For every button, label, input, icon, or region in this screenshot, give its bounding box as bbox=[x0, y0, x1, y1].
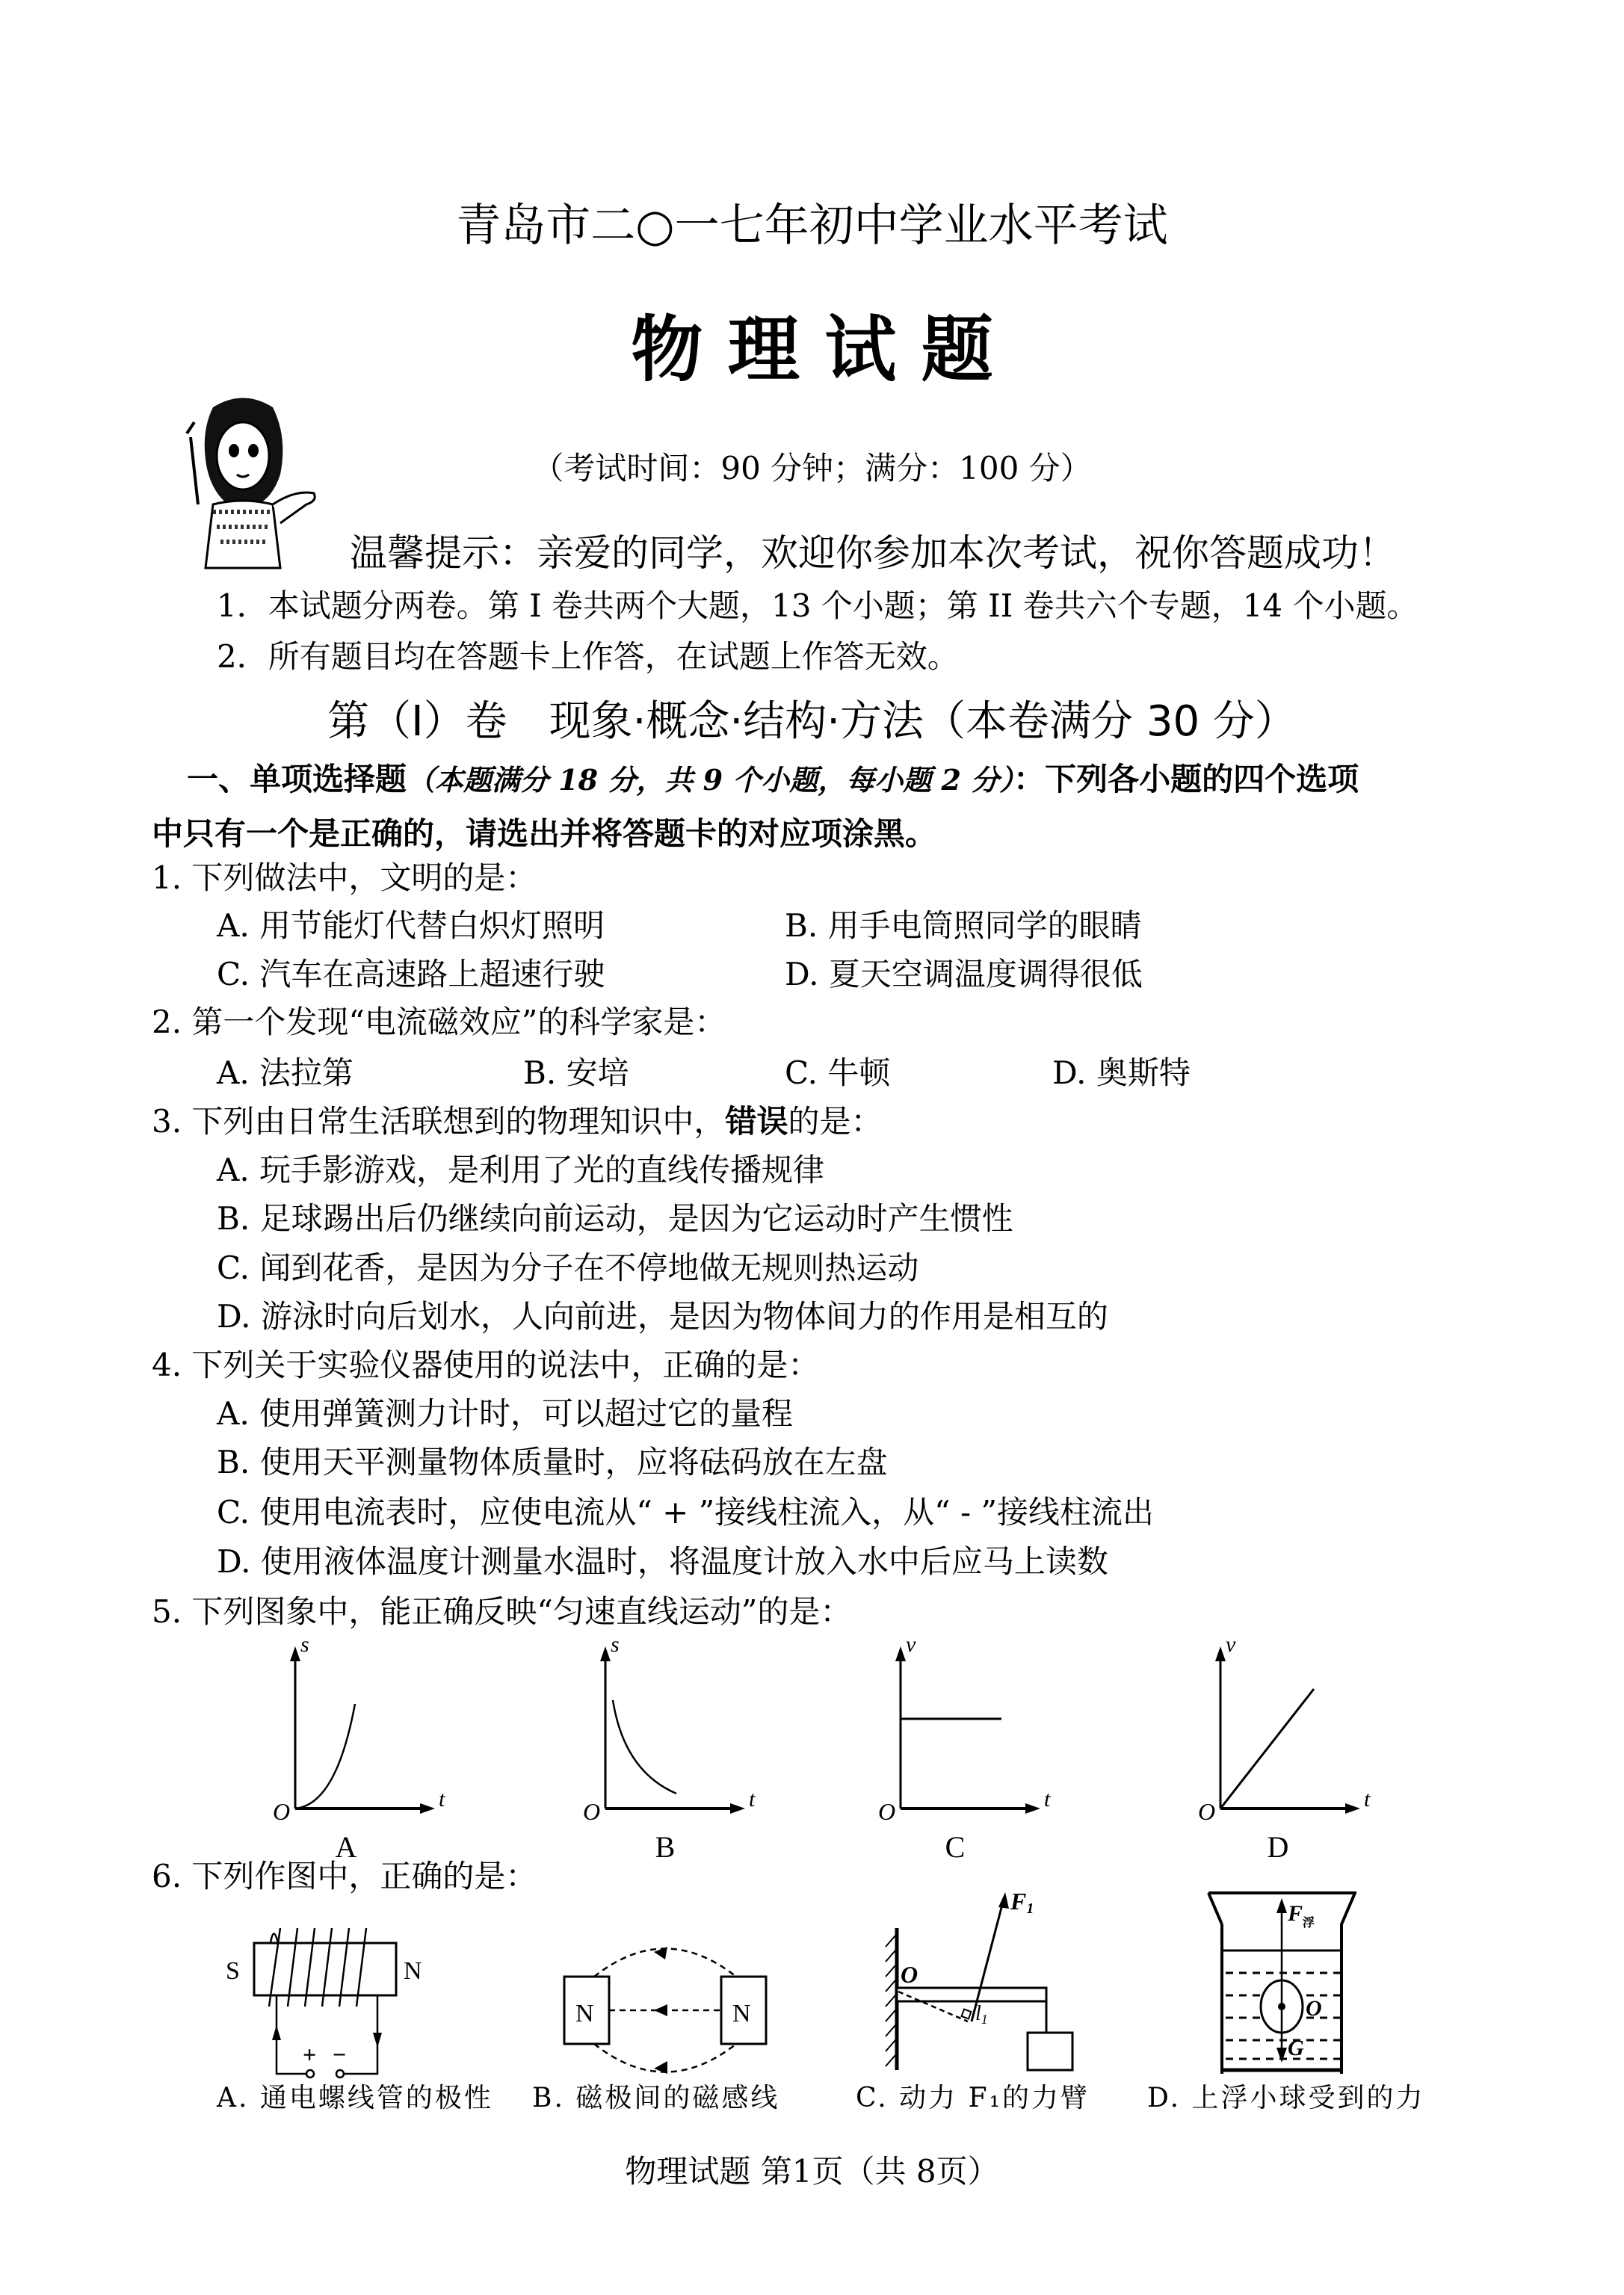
q1-option-d: D. 夏天空调温度调得很低 bbox=[785, 956, 1143, 992]
x-axis-label: t bbox=[1044, 1787, 1051, 1811]
q4-option-c: C. 使用电流表时，应使电流从“ + ”接线柱流入，从“ - ”接线柱流出 bbox=[217, 1494, 1155, 1530]
pole-n-label: N bbox=[404, 1957, 422, 1985]
part-instructions bbox=[187, 761, 1359, 797]
origin-label: O bbox=[273, 1798, 291, 1825]
q3-option-c: C. 闻到花香，是因为分子在不停地做无规则热运动 bbox=[217, 1250, 919, 1286]
magnet-right-label: N bbox=[732, 2000, 751, 2027]
graph-label: D bbox=[1267, 1830, 1289, 1864]
q3-option-b: B. 足球踢出后仍继续向前运动，是因为它运动时产生惯性 bbox=[217, 1200, 1013, 1237]
part-instr: ：下列各小题的四个选项 bbox=[1013, 761, 1359, 797]
q4-option-b: B. 使用天平测量物体质量时，应将砝码放在左盘 bbox=[217, 1444, 888, 1480]
part-scoring: （本题满分 18 分，共 9 个小题，每小题 2 分） bbox=[407, 763, 1014, 797]
y-axis-label: v bbox=[1226, 1633, 1236, 1657]
note-1: 1．本试题分两卷。第 I 卷共两个大题，13 个小题；第 II 卷共六个专题，14 个小题。 bbox=[217, 587, 1418, 624]
q6-caption-d: D. 上浮小球受到的力 bbox=[1147, 2083, 1425, 2113]
graph-label: B bbox=[655, 1830, 676, 1864]
exam-title: 青岛市二○一七年初中学业水平考试 bbox=[456, 200, 1168, 252]
diagram-floating-ball bbox=[1207, 1887, 1356, 2074]
q6-caption-c: C. 动力 F₁的力臂 bbox=[856, 2083, 1090, 2113]
q1-option-a: A. 用节能灯代替白炽灯照明 bbox=[217, 907, 605, 944]
question-5-stem: 5. 下列图象中，能正确反映“匀速直线运动”的是： bbox=[152, 1593, 852, 1630]
q3-stem-end: 的是： bbox=[788, 1103, 883, 1140]
page-footer: 物理试题 第1页（共 8页） bbox=[625, 2153, 999, 2190]
note-2: 2．所有题目均在答题卡上作答，在试题上作答无效。 bbox=[217, 638, 959, 675]
q1-option-b: B. 用手电筒照同学的眼睛 bbox=[785, 907, 1142, 944]
exam-info: （考试时间：90 分钟；满分：100 分） bbox=[532, 450, 1092, 487]
pivot-label: O bbox=[901, 1961, 918, 1988]
y-axis-label: s bbox=[300, 1633, 309, 1657]
q6-caption-b: B. 磁极间的磁感线 bbox=[532, 2083, 780, 2113]
x-axis-label: t bbox=[439, 1787, 445, 1811]
q3-stem-text: 3. 下列由日常生活联想到的物理知识中， bbox=[152, 1103, 726, 1140]
graph-label: A bbox=[335, 1830, 357, 1864]
q2-option-a: A. 法拉第 bbox=[217, 1054, 354, 1091]
q6-caption-a: A. 通电螺线管的极性 bbox=[217, 2083, 493, 2113]
graph-c bbox=[859, 1633, 1054, 1865]
question-2-stem: 2. 第一个发现“电流磁效应”的科学家是： bbox=[152, 1004, 726, 1040]
q2-option-d: D. 奥斯特 bbox=[1052, 1054, 1191, 1091]
warm-tip: 温馨提示：亲爱的同学，欢迎你参加本次考试，祝你答题成功！ bbox=[350, 531, 1396, 575]
q2-option-c: C. 牛顿 bbox=[785, 1054, 891, 1091]
minus-terminal-label: − bbox=[333, 2041, 347, 2068]
center-o-label: O bbox=[1306, 1996, 1322, 2021]
origin-label: O bbox=[1198, 1798, 1216, 1825]
part-heading: 一、单项选择题 bbox=[187, 761, 407, 797]
diagram-lever bbox=[867, 1883, 1114, 2078]
plus-terminal-label: + bbox=[303, 2041, 317, 2068]
force-f1-label: F1 bbox=[1010, 1888, 1034, 1917]
q2-option-b: B. 安培 bbox=[523, 1054, 629, 1091]
question-6-stem: 6. 下列作图中，正确的是： bbox=[152, 1858, 537, 1894]
q3-option-a: A. 玩手影游戏，是利用了光的直线传播规律 bbox=[217, 1152, 825, 1188]
q3-option-d: D. 游泳时向后划水，人向前进，是因为物体间力的作用是相互的 bbox=[217, 1298, 1108, 1335]
graph-label: C bbox=[945, 1830, 966, 1864]
diagram-magnets bbox=[561, 1943, 785, 2078]
graph-a bbox=[254, 1633, 448, 1865]
graph-d bbox=[1179, 1633, 1374, 1865]
question-3-stem bbox=[152, 1103, 883, 1140]
y-axis-label: v bbox=[906, 1633, 916, 1657]
graph-b bbox=[564, 1633, 759, 1865]
diagram-solenoid bbox=[224, 1921, 463, 2085]
q4-option-a: A. 使用弹簧测力计时，可以超过它的量程 bbox=[217, 1395, 794, 1432]
gravity-g-label: G bbox=[1288, 2036, 1304, 2060]
pole-s-label: S bbox=[226, 1957, 240, 1985]
question-4-stem: 4. 下列关于实验仪器使用的说法中，正确的是： bbox=[152, 1347, 820, 1383]
part-instr-line2: 中只有一个是正确的，请选出并将答题卡的对应项涂黑。 bbox=[152, 815, 937, 852]
q1-option-c: C. 汽车在高速路上超速行驶 bbox=[217, 956, 605, 992]
q4-option-d: D. 使用液体温度计测量水温时，将温度计放入水中后应马上读数 bbox=[217, 1543, 1108, 1580]
buoyant-force-label: $F_浮$ bbox=[1288, 1901, 1315, 1930]
subject-title: 物 理 试 题 bbox=[631, 308, 993, 392]
section-title: 第（I）卷 现象·概念·结构·方法（本卷满分 30 分） bbox=[327, 697, 1297, 746]
origin-label: O bbox=[583, 1798, 601, 1825]
x-axis-label: t bbox=[749, 1787, 756, 1811]
question-1-stem: 1. 下列做法中，文明的是： bbox=[152, 859, 537, 896]
y-axis-label: s bbox=[611, 1633, 620, 1657]
q3-stem-emphasis: 错误 bbox=[725, 1103, 788, 1140]
arm-l1-label: l1 bbox=[975, 2002, 988, 2027]
origin-label: O bbox=[878, 1798, 896, 1825]
magnet-left-label: N bbox=[575, 2000, 594, 2027]
x-axis-label: t bbox=[1364, 1787, 1371, 1811]
